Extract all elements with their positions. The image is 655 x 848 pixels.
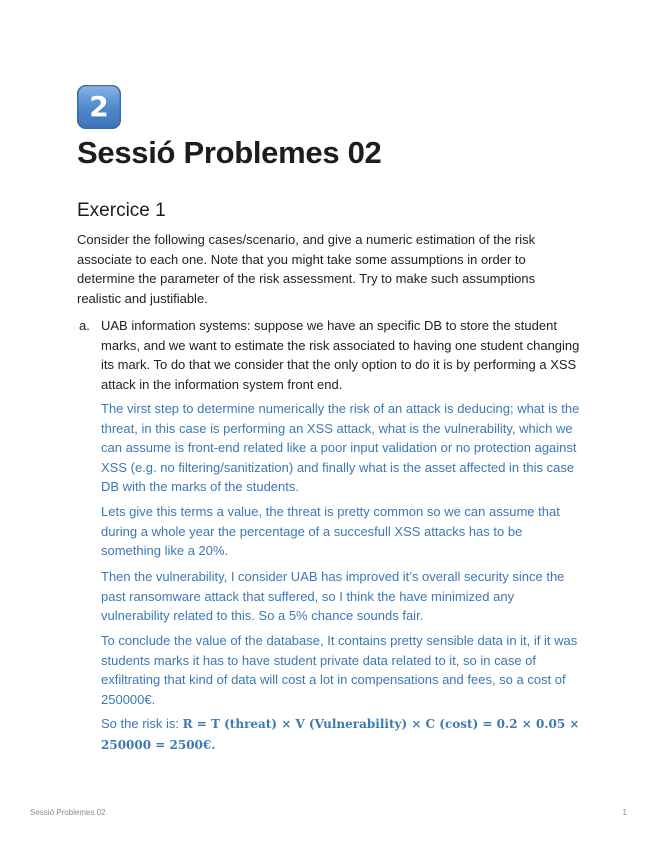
exercise-intro: Consider the following cases/scenario, and give a numeric estimation of the risk associate to each one. Note that you might take some assumptions in order to determine the parameter of the risk assessment. Try to make such assumptions realistic and justifiable. [77,232,536,306]
footer-title: Sessió Problemes 02 [30,808,106,817]
exercise-heading: Exercice 1 [77,200,166,221]
answer-paragraph-vulnerability: Then the vulnerability, I consider UAB has improved it’s overall security since the past ransomware attack that suffered, so I think the have minimized any vulnerability related to this. So a 5% chance sounds fair. [101,569,565,623]
page-title: Sessió Problemes 02 [77,135,382,170]
answer-paragraph-cost: To conclude the value of the database, It contains pretty sensible data in it, if it was students marks it has to have student private data related to it, so in case of exfiltrating that kind of data will cost a lot in compensations and fees, so a cost of 250000€. [101,633,578,707]
risk-prefix: So the risk is: [101,716,183,731]
answer-paragraph-threat: The virst step to determine numerically the risk of an attack is deducing; what is the threat, in this case is performing an XSS attack, what is the vulnerability, which we can assume is front-end related like a poor input validation or no protection against XSS (e.g. no filtering/sanitization) and finally what is the asset affected in this case DB with the marks of the students. [101,401,580,494]
page-number: 1 [622,808,627,817]
risk-formula: R = T (threat) × V (Vulnerability) × C (cost) = 0.2 × 0.05 × 250000 = 2500€. [101,717,580,752]
answer-paragraph-risk [101,714,581,755]
list-item-marker: a. [79,318,90,333]
answer-paragraph-values: Lets give this terms a value, the threat is pretty common so we can assume that during a whole year the percentage of a succesfull XSS attacks has to be something like a 20%. [101,504,560,558]
keycap-two-icon: 2 [77,85,121,129]
list-item-text: UAB information systems: suppose we have an specific DB to store the student marks, and we want to estimate the risk associated to having one student changing its mark. To do that we consider that the only option to do it is by performing a XSS attack in the information system front end. [101,318,580,392]
